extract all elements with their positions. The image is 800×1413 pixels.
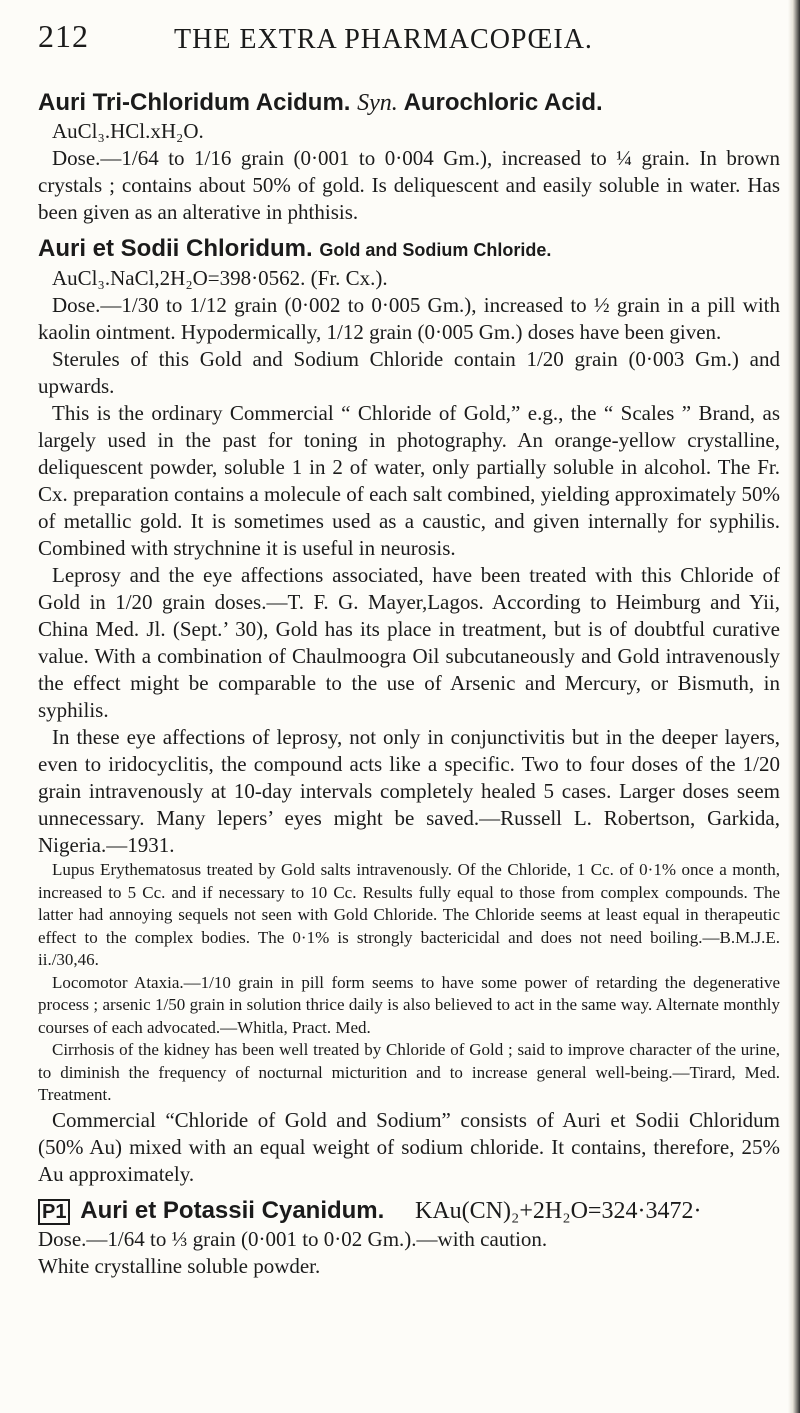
chemical-formula: AuCl₃.HCl.xH₂O. [52,119,204,143]
poison-schedule-badge: P1 [38,1199,70,1225]
book-page [38,18,780,1280]
leprosy-paragraph: Leprosy and the eye affections associated, have been treated with this Chloride of Gold in 1/20 grain doses.—T. F. G. Mayer,Lagos. According to Heimburg and Yii, China Med. Jl. (Sept.’ 30), Gold has its place in treatment, but is of doubtful curative value. With a combination of Chaulmoogra Oil subcutaneously and Gold intravenously the effect might be comparable to the use of Arsenic and Mercury, or Bismuth, in syphilis. [38,563,780,722]
page-edge-shadow [788,0,800,1413]
page-header [38,18,780,66]
eye-affections-paragraph: In these eye affections of leprosy, not only in conjunctivitis but in the deeper layers, even to iridocyclitis, the compound acts like a specific. Two to four doses of the 1/20 grain intravenously at 10-day intervals completely healed 5 cases. Larger doses seem unnecessary. Many lepers’ eyes might be saved.—Russell L. Robertson, Garkida, Nigeria.—1931. [38,725,780,857]
entry-heading [38,88,780,118]
synonym-name: Aurochloric Acid. [403,89,603,116]
entry-subtitle: Gold and Sodium Chloride. [319,240,552,260]
entry-auri-et-sodii-chloridum [38,234,780,1188]
entry-title: Auri et Sodii Chloridum. [38,235,313,262]
chemical-formula: KAu(CN)₂+2H₂O=324·3472· [415,1197,702,1224]
entry-auri-et-potassii-cyanidum [38,1196,780,1280]
dose-paragraph: Dose.—1/64 to 1/16 grain (0·001 to 0·004 Gm.), increased to ¼ grain. In brown crystals ; contains about 50% of gold. Is deliquescent and easily soluble in water. Has been given as an alterative in phthisis. [38,146,780,224]
locomotor-ataxia-note: Locomotor Ataxia.—1/10 grain in pill form seems to have some power of retarding the degenerative process ; arsenic 1/50 grain in solution thrice daily is also believed to act in the same way. Alternate monthly courses of each advocated.—Whitla, Pract. Med. [38,972,780,1037]
dose-paragraph: Dose.—1/30 to 1/12 grain (0·002 to 0·005 Gm.), increased to ½ grain in a pill with kaolin ointment. Hypodermically, 1/12 grain (0·005 Gm.) doses have been given. [38,293,780,344]
running-head: THE EXTRA PHARMACOPŒIA. [174,24,593,55]
dose-paragraph: Dose.—1/64 to ⅓ grain (0·001 to 0·02 Gm.).—with caution. [38,1226,548,1251]
entry-heading [38,234,780,265]
cirrhosis-note: Cirrhosis of the kidney has been well treated by Chloride of Gold ; said to improve character of the urine, to diminish the frequency of nocturnal micturition and to increase general well-being.—Tirard, Med. Treatment. [38,1040,780,1104]
description-paragraph: This is the ordinary Commercial “ Chloride of Gold,” e.g., the “ Scales ” Brand, as largely used in the past for toning in photography. An orange-yellow crystalline, deliquescent powder, soluble 1 in 2 of water, only partially soluble in alcohol. The Fr. Cx. preparation contains a molecule of each salt combined, yielding approximately 50% of metallic gold. It is sometimes used as a caustic, and given internally for syphilis. Combined with strychnine it is useful in neurosis. [38,401,780,560]
synonym-label: Syn. [357,90,398,116]
entry-auri-tri-chloridum [38,88,780,226]
entry-heading [38,1196,780,1226]
commercial-paragraph: Commercial “Chloride of Gold and Sodium” consists of Auri et Sodii Chloridum (50% Au) mixed with an equal weight of sodium chloride. It contains, therefore, 25% Au approximately. [38,1107,780,1186]
page-number: 212 [38,18,89,54]
entry-title: Auri Tri-Chloridum Acidum. [38,89,351,116]
sterules-paragraph: Sterules of this Gold and Sodium Chloride contain 1/20 grain (0·003 Gm.) and upwards. [38,347,780,398]
lupus-note: Lupus Erythematosus treated by Gold salts intravenously. Of the Chloride, 1 Cc. of 0·1% once a month, increased to 5 Cc. and if necessary to 10 Cc. Results fully equal to those from complex compounds. The latter had annoying sequels not seen with Gold Chloride. The Chloride seems at least equal in therapeutic effect to the complex bodies. The 0·1% is strongly bactericidal and does not need boiling.—B.M.J.E. ii./30,46. [38,860,780,969]
entry-title: Auri et Potassii Cyanidum. [80,1196,385,1224]
description-paragraph: White crystalline soluble powder. [38,1253,321,1278]
chemical-formula: AuCl₃.NaCl,2H₂O=398·0562. (Fr. Cx.). [52,266,388,290]
